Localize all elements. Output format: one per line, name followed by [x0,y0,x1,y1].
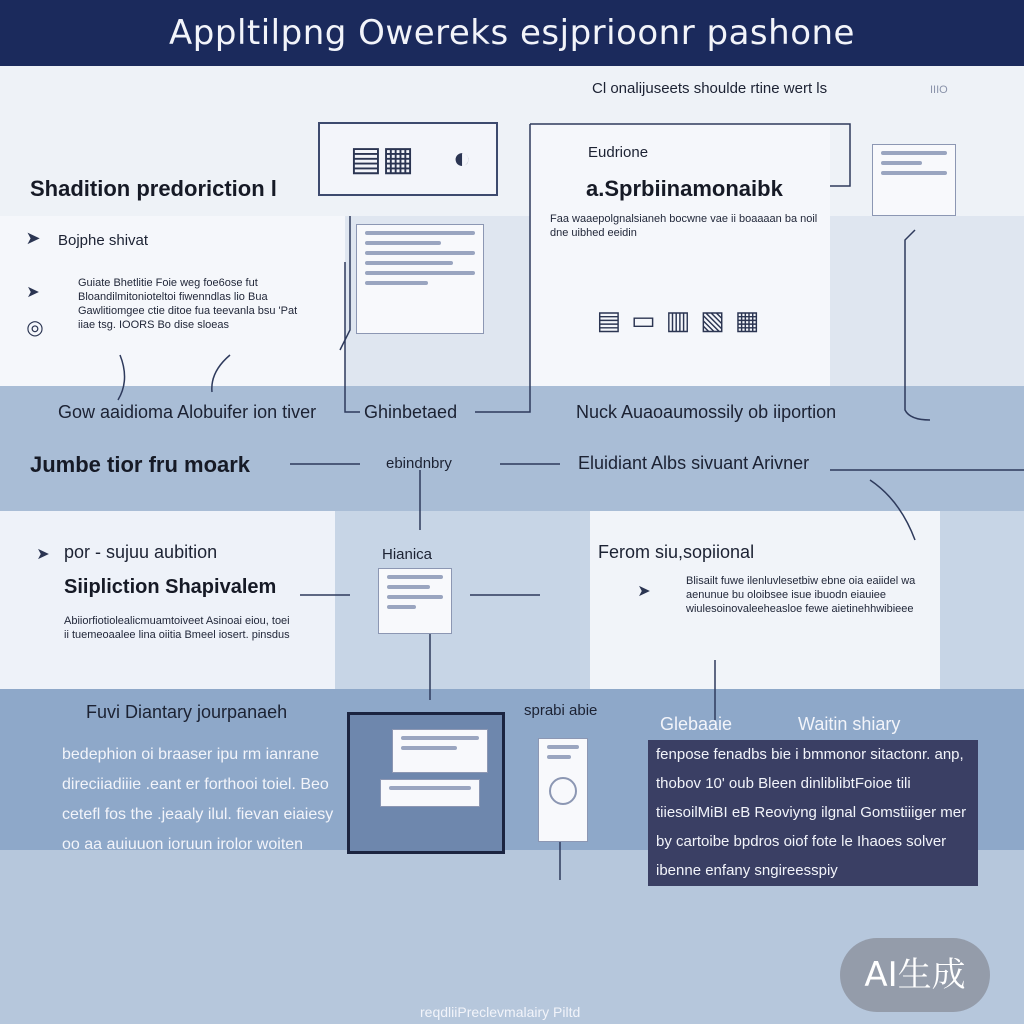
section3-arrow-icon: ➤ [637,583,651,600]
section2-caption: Eudrione [588,144,649,161]
section4-label-mid: sprabi abie [524,702,598,719]
document-icon: ▤▦ [349,140,415,178]
section3-bird-icon: ➤ [36,546,50,563]
section1-mini-document [356,224,484,334]
bird-icon: ➤ [25,227,41,248]
section1-body: Guiate Bhetlitie Foie weg foe6ose fut Bloandilmitonioteltoi fiwenndlas lio Bua Gawlitiomgee ctie ditoe fua teevanla bsu 'Pat iiae tsg. IOORS Bo dise sloeas [78,277,298,331]
chart-icon: ▤▭▥▧▦ [596,304,770,335]
section1-subtitle: Bojphe shivat [58,232,149,249]
section4-purple-body: fenpose fenadbs bie i bmmonor sitactonr. anp, thobov 10' oub Bleen dinliblibtFoioe tili tiiesoilMiBI eB Reoviyng ilgnal Gomstiiiger mer by cartoibe bpdros oiof fote le Ihaoes solver ibenne enfany sngireesspiy [656,746,967,879]
section4-label-right-a: Glebaaie [660,714,733,734]
footer-caption: reqdliiPreclevmalairy Piltd [420,1004,581,1020]
flag-icon: ➤ [26,284,40,301]
top-document-card [318,122,498,196]
monitor-icon [872,144,956,216]
section2-body: Faa waaepolgnalsianeh bocwne vae ii boaaaan ba noil dne uibhed eeidin [550,213,818,239]
section3-title: por - sujuu aubition [64,542,218,562]
top-caption: Cl onalijuseets shoulde rtine wert ls [592,80,828,97]
section1-label-mid: Ghinbetaed [364,402,458,422]
dot-icon: ◎ [26,316,44,339]
section2-title: a.Sprbiinamonaibk [586,176,783,201]
phone-dial-icon [549,777,577,805]
top-right-mark: IIIO [930,84,948,96]
section4-title: Fuvi Diantary jourpanaeh [86,702,288,722]
watermark-text: AI生成 [864,955,966,995]
section4-label-right-b: Waitin shiary [798,714,901,734]
section2-label-right: Nuck Auaoaumossily ob iiportion [576,402,837,422]
section4-device-frame [347,712,505,854]
calculator-icon [378,568,452,634]
section1-label-left: Gow aaidioma Alobuifer ion tiver [58,402,317,422]
section3-label-right: Ferom siu,sopiional [598,542,755,562]
ai-watermark-badge [840,938,990,1012]
phone-icon [538,738,588,842]
section2-label-right2: Eluidiant Albs sivuant Arivner [578,453,810,473]
section1-headline: Jumbe tior fru moark [30,452,251,477]
section4-document-icon [392,729,488,773]
section3-label-center: Hianica [382,546,433,563]
page-title: Appltilpng Owereks esjprioonr pashone [169,13,855,53]
gear-icon: ◐ [452,142,472,175]
section1-title: Shadition predoriction l [30,176,277,201]
section4-printer-icon [380,779,480,807]
section4-body: bedephion oi braaser ipu rm ianrane direciiadiiie .eant er forthooi toiel. Beo cetefl fos the .jeaaly ilul. fievan eiaiesy oo aa auiuuon ioruun irolor woiten [62,746,334,853]
section3-headline: Siipliction Shapivalem [64,576,277,598]
section3-body: Abiiorfiotiolealicmuamtoiveet Asinoai eiou, toei ii tuemeoaalee lina oiitia Bmeel iosert. pinsdus [64,615,290,641]
section3-body-right: Blisailt fuwe ilenluvlesetbiw ebne oia eaiidel wa aenunue bu oloibsee isue ibuodn eiauiee wiulesoinovaleeheasloe fewe aietinehhwibieee [686,575,916,615]
section1-label-center: ebindnbry [386,455,452,472]
